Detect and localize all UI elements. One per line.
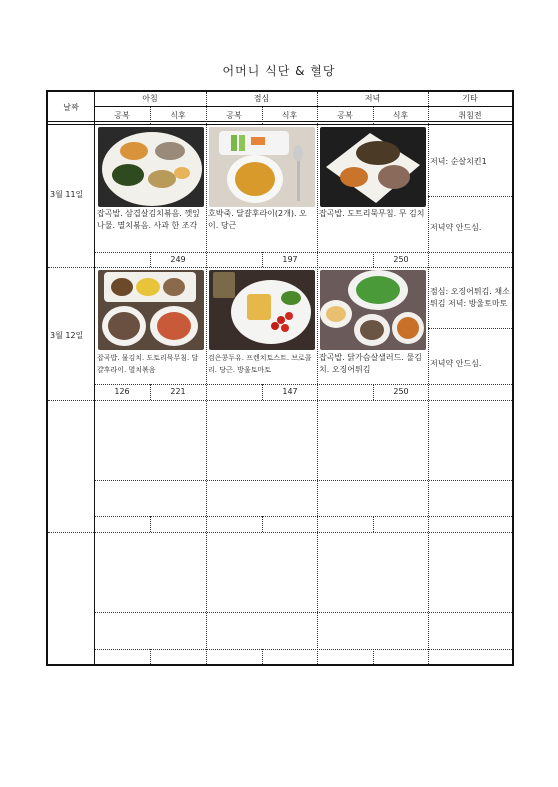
- bf-after-header: 식후: [170, 111, 186, 120]
- etc-header: 기타: [462, 94, 478, 103]
- breakfast-plate-photo: [98, 127, 204, 207]
- bf-fasting-header: 공복: [114, 111, 130, 120]
- di-after-value: 250: [393, 255, 409, 264]
- dinner-salad-photo: [320, 270, 426, 350]
- breakfast-menu: 잡곡밥. 물김치. 도토리묵무침. 달걀후라이. 멸치볶음: [97, 354, 199, 374]
- bf-after-value: 249: [170, 255, 186, 264]
- breakfast-header: 아침: [142, 94, 158, 103]
- di-after-value: 250: [393, 387, 409, 396]
- row-date: 3월 12일: [50, 331, 84, 340]
- lunch-header: 점심: [253, 94, 270, 103]
- lu-after-value: 147: [282, 387, 298, 396]
- bf-fasting-value: 126: [114, 387, 130, 396]
- page-title: 어머니 식단 & 혈당: [222, 64, 336, 78]
- di-fasting-header: 공복: [337, 111, 353, 120]
- row-date: 3월 11일: [50, 190, 84, 199]
- lu-after-value: 197: [282, 255, 298, 264]
- bedtime-header: 취침전: [458, 111, 482, 120]
- etc-medication-note: 저녁약 안드심.: [430, 223, 482, 232]
- etc-note: 저녁: 순살치킨1: [430, 157, 487, 166]
- lu-after-header: 식후: [281, 111, 298, 120]
- breakfast-side-dishes-photo: [98, 270, 204, 350]
- lu-fasting-header: 공복: [226, 111, 242, 120]
- lunch-menu: 검은콩두유. 프렌치토스트. 브로콜리. 당근. 방울토마토: [208, 354, 312, 374]
- dinner-menu: 잡곡밥. 닭가슴살샐러드. 물김치. 오징어튀김: [319, 353, 422, 374]
- lunch-toast-photo: [209, 270, 315, 350]
- dinner-header: 저녁: [364, 94, 381, 103]
- di-after-header: 식후: [392, 111, 409, 120]
- dinner-plate-photo: [320, 127, 426, 207]
- date-header: 날짜: [63, 103, 79, 112]
- bf-after-value: 221: [170, 387, 186, 396]
- lunch-menu: 호박죽. 달걀후라이(2개). 오이. 당근: [208, 209, 307, 230]
- dinner-menu: 잡곡밥. 도트리묵무침. 무 김치: [319, 209, 425, 218]
- etc-medication-note: 저녁약 안드심.: [430, 359, 482, 368]
- lunch-porridge-photo: [209, 127, 315, 207]
- etc-note: 점심: 오징어튀김. 채소튀김 저녁: 방울토마토: [430, 287, 510, 308]
- meal-glucose-table: [46, 90, 514, 666]
- breakfast-menu: 잡곡밥. 삼겹살김치볶음. 깻잎나물. 멸치볶음. 사과 한 조각: [97, 209, 200, 230]
